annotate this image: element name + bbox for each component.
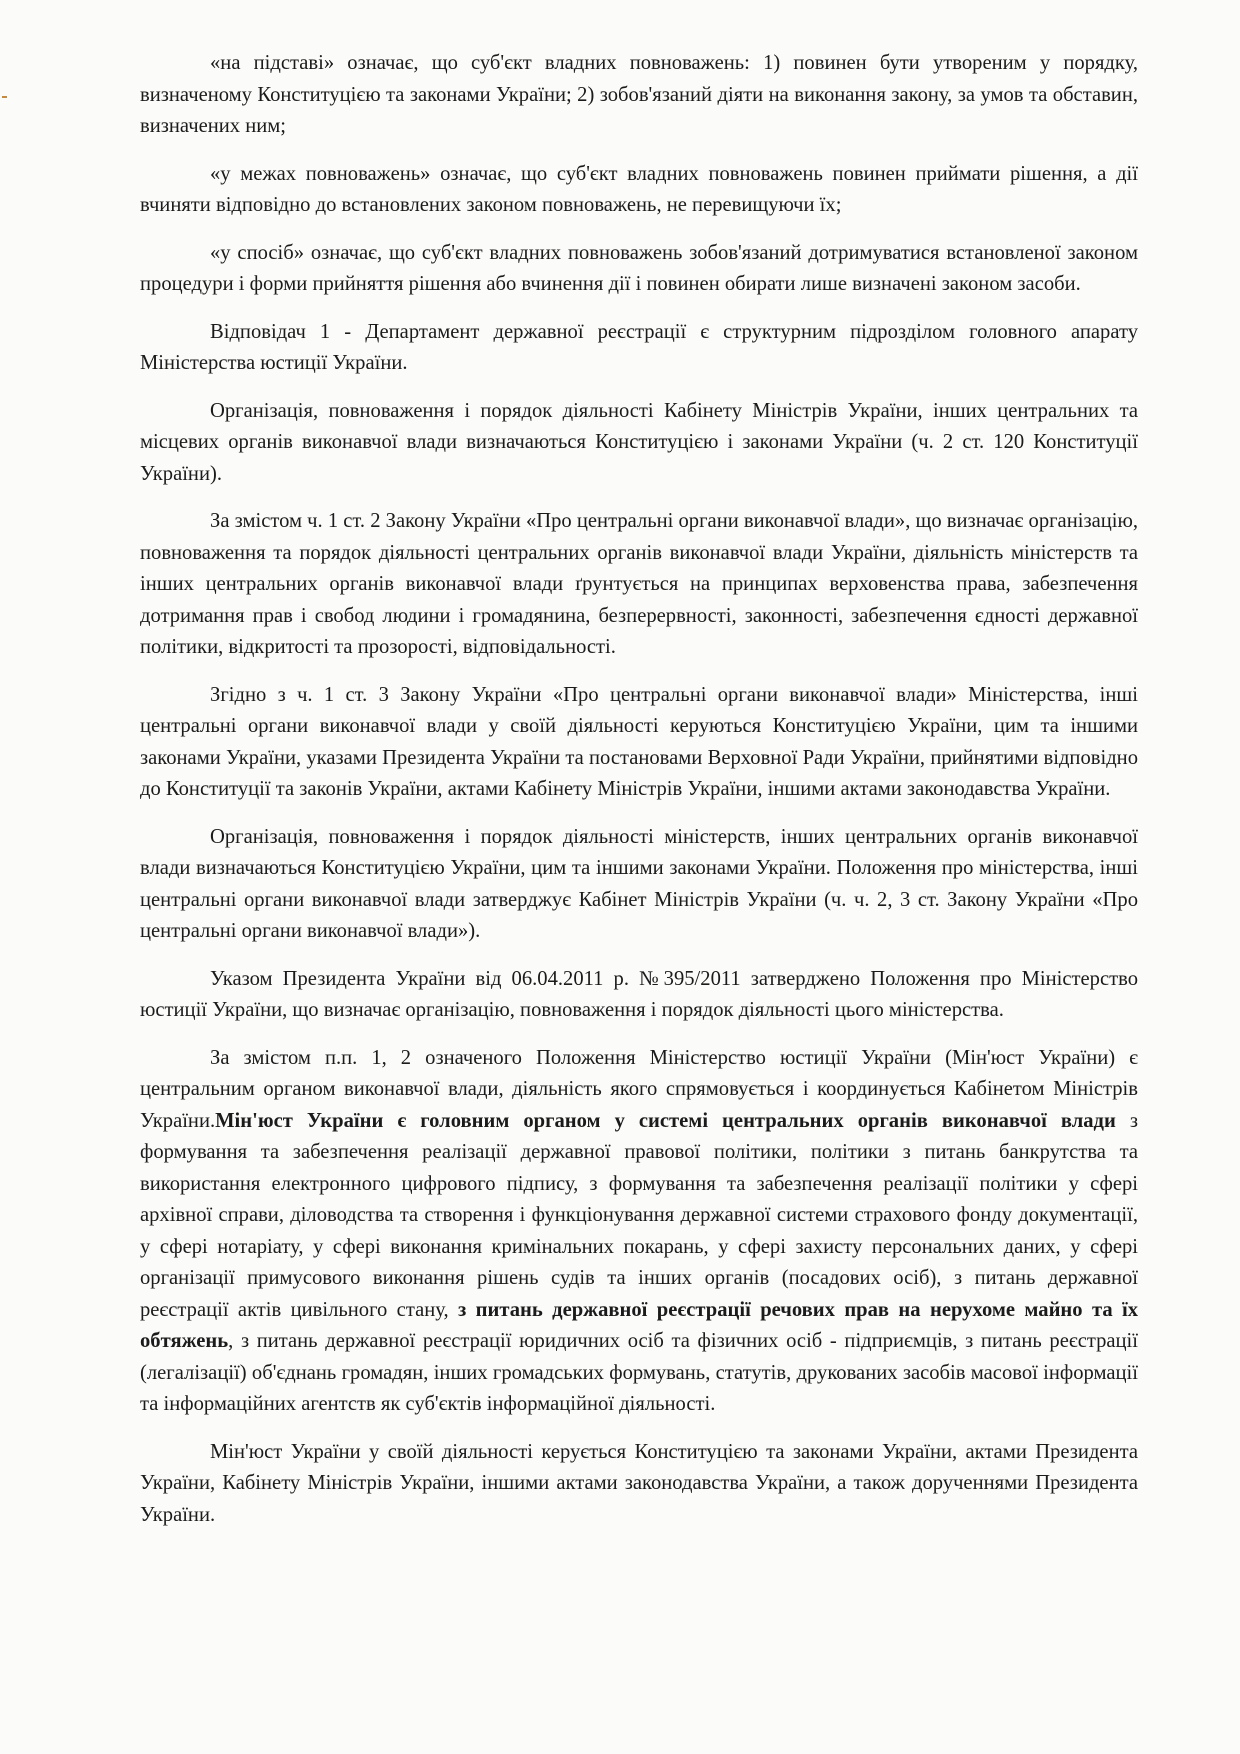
paragraph-presidential-decree: Указом Президента України від 06.04.2011 р. №395/2011 затверджено Положення про Міністерство юстиції України, що визначає організацію, повноваження і порядок діяльності цього міністерства. (140, 967, 1138, 1021)
paragraph-on-basis: «на підставі» означає, що суб'єкт владних повноважень: 1) повинен бути утвореним у порядку, визначеному Конституцією та законами України; 2) зобов'язаний діяти на виконання закону, за умов та обставин, визначених ним; (140, 52, 1138, 137)
p10-seg-3: з формування та забезпечення реалізації державної правової політики, політики з питань банкрутства та використання електронного цифрового підпису, з формування та забезпечення реалізації політики у сфері архівної справи, діловодства та створення і функціонування державної системи страхового фонду документації, у сфері нотаріату, у сфері виконання кримінальних покарань, у сфері захисту персональних даних, у сфері організації примусового виконання рішень судів та інших органів (посадових осіб), з питань державної реєстрації актів цивільного стану, (140, 1109, 1138, 1321)
p10-seg-4-bold: з питань державної реєстрації речових прав на нерухоме майно та їх обтяжень (140, 1298, 1139, 1352)
paragraph-constitution-art-120: Організація, повноваження і порядок діяльності Кабінету Міністрів України, інших центральних та місцевих органів виконавчої влади визначаються Конституцією і законами України (ч. 2 ст. 120 Конституції України). (140, 399, 1138, 485)
p10-seg-5: , з питань державної реєстрації юридичних осіб та фізичних осіб - підприємців, з питань реєстрації (легалізації) об'єднань громадян, інших громадських формувань, статутів, друкованих засобів масової інформації та інформаційних агентств як суб'єктів інформаційної діяльності. (140, 1330, 1138, 1415)
paragraph-in-manner: «у спосіб» означає, що суб'єкт владних повноважень зобов'язаний дотримуватися встановленої законом процедури і форми прийняття рішення або вчинення дії і повинен обирати лише визначені законом засоби. (140, 241, 1138, 295)
paragraph-organization-ministries: Організація, повноваження і порядок діяльності міністерств, інших центральних органів виконавчої влади визначаються Конституцією України, цим та іншими законами України. Положення про міністерства, інші центральні органи виконавчої влади затверджує Кабінет Міністрів України (ч. ч. 2, 3 ст. Закону України «Про центральні органи виконавчої влади»). (140, 825, 1138, 942)
paragraph-ministry-of-justice-regulation (140, 1043, 1138, 1421)
p10-seg-2-bold: Мін'юст України є головним органом у системі центральних органів виконавчої влади (215, 1109, 1116, 1132)
document-body (140, 48, 1138, 1547)
paragraph-ministry-guided-by: Мін'юст України у своїй діяльності керується Конституцією та законами України, актами Президента України, Кабінету Міністрів України, іншими актами законодавства України, а також дорученнями Президента України. (140, 1440, 1138, 1526)
paragraph-within-powers: «у межах повноважень» означає, що суб'єкт владних повноважень повинен приймати рішення, а дії вчиняти відповідно до встановлених законом повноважень, не перевищуючи їх; (140, 162, 1138, 216)
p10-seg-1: За змістом п.п. 1, 2 означеного Положення Міністерство юстиції України (Мін'юст України) є центральним органом виконавчої влади, діяльність якого спрямовується і координується Кабінетом Міністрів України. (140, 1046, 1138, 1132)
paragraph-respondent-1: Відповідач 1 - Департамент державної реєстрації є структурним підрозділом головного апарату Міністерства юстиції України. (140, 320, 1138, 374)
margin-mark (2, 96, 7, 98)
paragraph-law-art-3: Згідно з ч. 1 ст. 3 Закону України «Про центральні органи виконавчої влади» Міністерства, інші центральні органи виконавчої влади у своїй діяльності керуються Конституцією України, цим та іншими законами України, указами Президента України та постановами Верховної Ради України, прийнятими відповідно до Конституції та законів України, актами Кабінету Міністрів України, іншими актами законодавства України. (140, 683, 1138, 800)
paragraph-law-art-2: За змістом ч. 1 ст. 2 Закону України «Про центральні органи виконавчої влади», що визначає організацію, повноваження та порядок діяльності центральних органів виконавчої влади України, діяльність міністерств та інших центральних органів виконавчої влади ґрунтується на принципах верховенства права, забезпечення дотримання прав і свобод людини і громадянина, безперервності, законності, забезпечення єдності державної політики, відкритості та прозорості, відповідальності. (140, 510, 1138, 658)
